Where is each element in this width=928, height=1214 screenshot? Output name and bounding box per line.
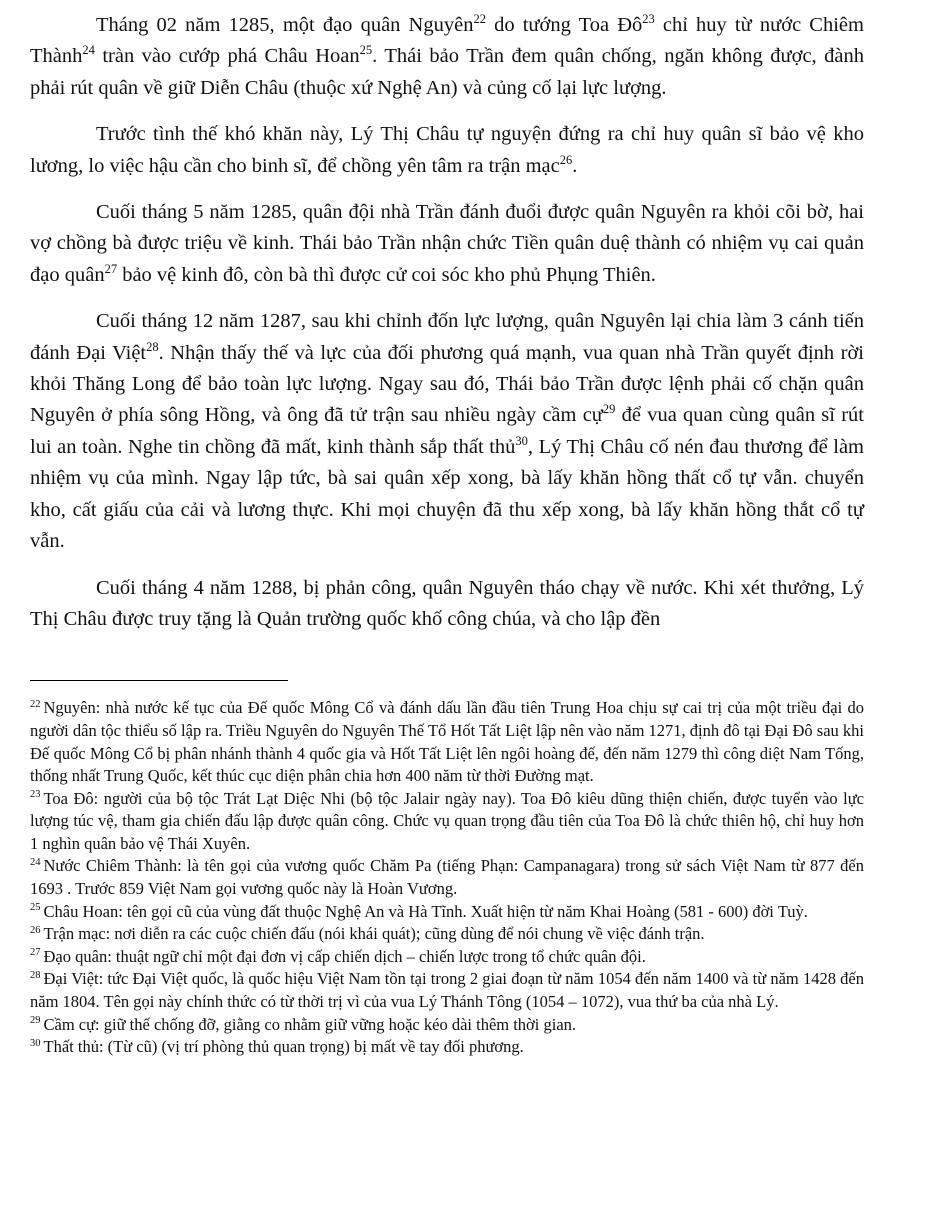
footnote xyxy=(30,968,864,1013)
document-page xyxy=(30,10,864,1059)
footnote-text: Đại Việt: tức Đại Việt quốc, là quốc hiệu Việt Nam tồn tại trong 2 giai đoạn từ năm 1054 đến năm 1400 và từ năm 1428 đến năm 1804. Tên gọi này chính thức có từ thời trị vì của vua Lý Thánh Tông (1054 – 1072), vua thứ ba của nhà Lý. xyxy=(30,969,864,1012)
paragraph-text: để vua quan cùng quân sĩ rút lui an toàn. Nghe tin chồng đã mất, kinh thành sắp thất thủ xyxy=(30,404,864,458)
footnote-number: 29 xyxy=(30,1015,41,1027)
footnote-ref[interactable]: 24 xyxy=(82,43,95,58)
paragraph-text: tràn vào cướp phá Châu Hoan xyxy=(94,45,360,68)
footnote xyxy=(30,788,864,856)
footnote-text: Cầm cự: giữ thế chống đỡ, giằng co nhằm giữ vững hoặc kéo dài thêm thời gian. xyxy=(43,1014,577,1034)
paragraph-text: Cuối tháng 4 năm 1288, bị phản công, quân Nguyên tháo chạy về nước. Khi xét thưởng, Lý Thị Châu được truy tặng là Quản trường quốc khố công chúa, và cho lập đền xyxy=(30,576,864,630)
footnote-number: 23 xyxy=(30,789,41,801)
paragraph-text: Trước tình thế khó khăn này, Lý Thị Châu tự nguyện đứng ra chỉ huy quân sĩ bảo vệ kho lương, lo việc hậu cần cho binh sĩ, để chồng yên tâm ra trận mạc xyxy=(30,123,864,177)
paragraph xyxy=(30,573,864,636)
footnote-text: Đạo quân: thuật ngữ chỉ một đại đơn vị cấp chiến dịch – chiến lược trong tổ chức quân đội. xyxy=(43,946,646,966)
footnote-ref[interactable]: 28 xyxy=(146,339,159,354)
footnote xyxy=(30,946,864,969)
footnote xyxy=(30,697,864,787)
footnote xyxy=(30,901,864,924)
paragraph xyxy=(30,306,864,557)
footnote-separator xyxy=(30,680,288,681)
footnote-text: Nguyên: nhà nước kế tục của Đế quốc Mông Cổ và đánh dấu lần đầu tiên Trung Hoa chịu sự cai trị của một triều đại do người dân tộc thiểu số lập ra. Triều Nguyên do Nguyên Thế Tổ Hốt Tất Liệt lập nên vào năm 1271, định đô tại Đại Đô sau khi Đế quốc Mông Cổ bị phân nhánh thành 4 quốc gia và Hốt Tất Liệt lên ngôi hoàng đế, đến năm 1279 thì công diệt Nam Tống, thống nhất Trung Quốc, kết thúc cục diện phân chia hơn 400 năm từ thời Đường mạt. xyxy=(30,698,864,786)
paragraph-text: . xyxy=(572,154,578,177)
footnote xyxy=(30,855,864,900)
footnote-text: Toa Đô: người của bộ tộc Trát Lạt Diệc Nhi (bộ tộc Jalair ngày nay). Toa Đô kiêu dũng thiện chiến, được tuyển vào lực lượng túc vệ, tham gia chiến đấu lập được quân công. Chức vụ quan trọng đầu tiên của Toa Đô là chức thiên hộ, chỉ huy hơn 1 nghìn quân bảo vệ Thái Xuyên. xyxy=(30,788,864,853)
footnote-ref[interactable]: 26 xyxy=(559,152,573,167)
footnote-text: Thất thủ: (Từ cũ) (vị trí phòng thủ quan trọng) bị mất về tay đối phương. xyxy=(43,1037,524,1057)
footnote-text: Châu Hoan: tên gọi cũ của vùng đất thuộc Nghệ An và Hà Tĩnh. Xuất hiện từ năm Khai Hoàng (581 - 600) đời Tuỳ. xyxy=(43,901,808,921)
body-text xyxy=(30,10,864,635)
paragraph-text: bảo vệ kinh đô, còn bà thì được cử coi sóc kho phủ Phụng Thiên. xyxy=(117,263,656,286)
footnote-text: Trận mạc: nơi diễn ra các cuộc chiến đấu (nói khái quát); cũng dùng để nói chung về việc đánh trận. xyxy=(43,924,705,944)
footnote-ref[interactable]: 25 xyxy=(359,43,373,58)
paragraph-text: do tướng Toa Đô xyxy=(485,14,643,36)
footnote-number: 27 xyxy=(30,947,41,959)
footnote-number: 26 xyxy=(30,924,41,936)
paragraph xyxy=(30,119,864,182)
footnote xyxy=(30,1036,864,1059)
footnote-number: 25 xyxy=(30,902,41,914)
footnote-number: 22 xyxy=(30,698,41,710)
footnote xyxy=(30,1014,864,1037)
paragraph xyxy=(30,197,864,291)
paragraph-text: , Lý Thị Châu cố nén đau thương để làm nhiệm vụ của mình. Ngay lập tức, bà sai quân xếp xong, bà lấy khăn hồng thất cổ tự vẫn. chuyển kho, cất giấu của cải và lương thực. Khi mọi chuyện đã thu xếp xong, bà lấy khăn hồng thắt cổ tự vẫn. xyxy=(30,435,864,553)
footnote-ref[interactable]: 27 xyxy=(104,262,118,277)
paragraph-text: . Thái bảo Trần đem quân chống, ngăn không được, đành phải rút quân về giữ Diễn Châu (thuộc xứ Nghệ An) và củng cố lại lực lượng. xyxy=(30,45,864,99)
paragraph xyxy=(30,10,864,104)
footnote-ref[interactable]: 23 xyxy=(642,12,655,27)
footnote-number: 30 xyxy=(30,1037,41,1049)
footnotes xyxy=(30,697,864,1059)
paragraph-text: Cuối tháng 12 năm 1287, sau khi chỉnh đốn lực lượng, quân Nguyên lại chia làm 3 cánh tiến đánh Đại Việt xyxy=(30,310,864,364)
footnote-ref[interactable]: 29 xyxy=(602,402,616,417)
footnote-text: Nước Chiêm Thành: là tên gọi của vương quốc Chăm Pa (tiếng Phạn: Campanagara) trong sử sách Việt Nam từ 877 đến 1693 . Trước 859 Việt Nam gọi vương quốc này là Hoàn Vương. xyxy=(30,856,864,899)
paragraph-text: Cuối tháng 5 năm 1285, quân đội nhà Trần đánh đuổi được quân Nguyên ra khỏi cõi bờ, hai vợ chồng bà được triệu về kinh. Thái bảo Trần nhận chức Tiền quân duệ thành có nhiệm vụ cai quản đạo quân xyxy=(30,201,864,286)
footnote xyxy=(30,923,864,946)
footnote-number: 28 xyxy=(30,969,41,981)
paragraph-text: chỉ huy từ nước Chiêm Thành xyxy=(30,14,864,68)
footnote-ref[interactable]: 22 xyxy=(473,12,486,27)
footnote-number: 24 xyxy=(30,856,41,868)
paragraph-text: Tháng 02 năm 1285, một đạo quân Nguyên xyxy=(96,14,474,36)
footnote-ref[interactable]: 30 xyxy=(515,434,528,449)
paragraph-text: . Nhận thấy thế và lực của đối phương quá mạnh, vua quan nhà Trần quyết định rời khỏi Thăng Long để bảo toàn lực lượng. Ngay sau đó, Thái bảo Trần được lệnh phải cố chặn quân Nguyên ở phía sông Hồng, và ông đã tử trận sau nhiều ngày cầm cự xyxy=(30,341,865,427)
